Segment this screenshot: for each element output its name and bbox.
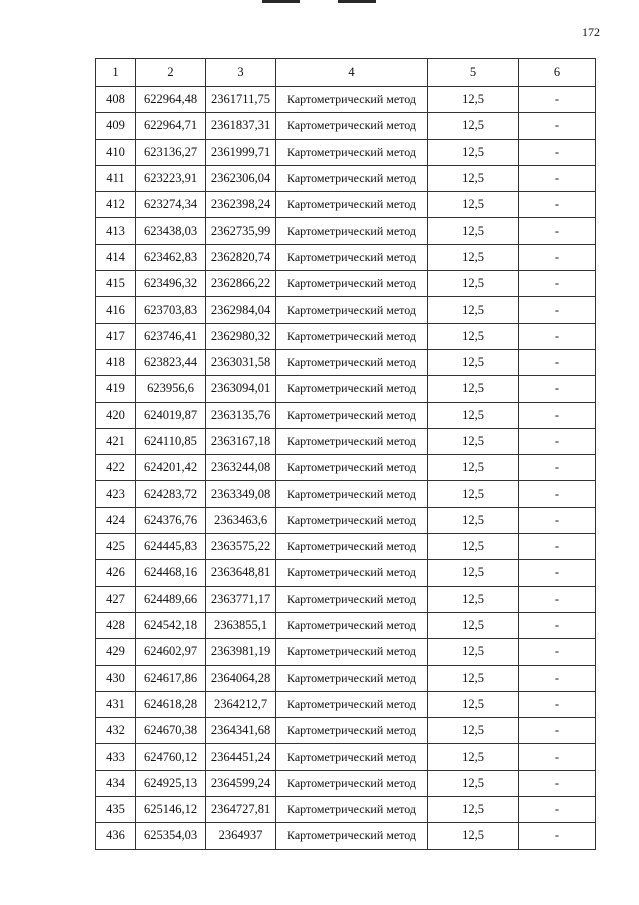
cell-y-coordinate: 2362980,32 [206,323,276,349]
cell-method: Картометрический метод [276,165,428,191]
cell-note: - [519,744,596,770]
cell-method: Картометрический метод [276,297,428,323]
cell-y-coordinate: 2364212,7 [206,691,276,717]
cell-accuracy: 12,5 [428,402,519,428]
cell-note: - [519,349,596,375]
cell-y-coordinate: 2362398,24 [206,192,276,218]
cell-method: Картометрический метод [276,376,428,402]
cell-x-coordinate: 623462,83 [136,244,206,270]
cell-y-coordinate: 2362735,99 [206,218,276,244]
cell-accuracy: 12,5 [428,481,519,507]
cell-accuracy: 12,5 [428,770,519,796]
cell-accuracy: 12,5 [428,244,519,270]
table-row [96,428,596,454]
cell-y-coordinate: 2363981,19 [206,639,276,665]
table-header-row [96,59,596,87]
cell-method: Картометрический метод [276,455,428,481]
table-row [96,165,596,191]
cell-x-coordinate: 623823,44 [136,349,206,375]
cell-y-coordinate: 2363855,1 [206,612,276,638]
cell-point-number: 432 [96,718,136,744]
cell-x-coordinate: 623274,34 [136,192,206,218]
table-row [96,612,596,638]
cell-point-number: 423 [96,481,136,507]
table-row [96,560,596,586]
column-header: 1 [96,59,136,87]
cell-note: - [519,481,596,507]
cell-y-coordinate: 2363167,18 [206,428,276,454]
cell-method: Картометрический метод [276,139,428,165]
cell-method: Картометрический метод [276,534,428,560]
cell-note: - [519,271,596,297]
cell-y-coordinate: 2364064,28 [206,665,276,691]
cell-note: - [519,297,596,323]
cell-accuracy: 12,5 [428,691,519,717]
table-row [96,113,596,139]
cell-accuracy: 12,5 [428,586,519,612]
cell-point-number: 417 [96,323,136,349]
column-header: 3 [206,59,276,87]
cell-y-coordinate: 2363463,6 [206,507,276,533]
cell-method: Картометрический метод [276,744,428,770]
cell-x-coordinate: 624201,42 [136,455,206,481]
cell-point-number: 430 [96,665,136,691]
cell-accuracy: 12,5 [428,165,519,191]
table-row [96,639,596,665]
cell-note: - [519,244,596,270]
cell-x-coordinate: 624445,83 [136,534,206,560]
cell-x-coordinate: 624760,12 [136,744,206,770]
cell-point-number: 433 [96,744,136,770]
cell-x-coordinate: 624618,28 [136,691,206,717]
cell-point-number: 414 [96,244,136,270]
cell-x-coordinate: 623136,27 [136,139,206,165]
cell-accuracy: 12,5 [428,192,519,218]
cell-x-coordinate: 624283,72 [136,481,206,507]
cell-note: - [519,455,596,481]
cell-accuracy: 12,5 [428,823,519,849]
cell-point-number: 436 [96,823,136,849]
cell-accuracy: 12,5 [428,376,519,402]
table-row [96,481,596,507]
cell-y-coordinate: 2363575,22 [206,534,276,560]
cell-accuracy: 12,5 [428,428,519,454]
cell-y-coordinate: 2364341,68 [206,718,276,744]
cell-y-coordinate: 2363135,76 [206,402,276,428]
cell-method: Картометрический метод [276,87,428,113]
cell-note: - [519,718,596,744]
page-number: 172 [582,25,600,39]
cell-note: - [519,402,596,428]
cell-accuracy: 12,5 [428,639,519,665]
cell-note: - [519,586,596,612]
cell-x-coordinate: 624542,18 [136,612,206,638]
cell-method: Картометрический метод [276,560,428,586]
table-row [96,271,596,297]
cell-method: Картометрический метод [276,718,428,744]
cell-y-coordinate: 2364599,24 [206,770,276,796]
cell-method: Картометрический метод [276,323,428,349]
cell-y-coordinate: 2363031,58 [206,349,276,375]
cell-y-coordinate: 2361999,71 [206,139,276,165]
cell-accuracy: 12,5 [428,665,519,691]
cell-point-number: 435 [96,797,136,823]
cell-point-number: 434 [96,770,136,796]
cell-x-coordinate: 625354,03 [136,823,206,849]
cell-point-number: 416 [96,297,136,323]
table-row [96,455,596,481]
cell-note: - [519,612,596,638]
cell-x-coordinate: 623956,6 [136,376,206,402]
cell-y-coordinate: 2363094,01 [206,376,276,402]
table-row [96,665,596,691]
table-row [96,376,596,402]
table-row [96,349,596,375]
cell-method: Картометрический метод [276,823,428,849]
cell-x-coordinate: 624376,76 [136,507,206,533]
cell-method: Картометрический метод [276,507,428,533]
table-row [96,823,596,849]
cell-accuracy: 12,5 [428,534,519,560]
cell-y-coordinate: 2363349,08 [206,481,276,507]
cell-accuracy: 12,5 [428,139,519,165]
cell-note: - [519,797,596,823]
cell-x-coordinate: 623746,41 [136,323,206,349]
cell-point-number: 418 [96,349,136,375]
table-row [96,87,596,113]
cell-y-coordinate: 2364937 [206,823,276,849]
cell-x-coordinate: 623496,32 [136,271,206,297]
cell-note: - [519,113,596,139]
column-header: 4 [276,59,428,87]
cell-note: - [519,165,596,191]
cell-accuracy: 12,5 [428,323,519,349]
cell-x-coordinate: 623703,83 [136,297,206,323]
table-row [96,244,596,270]
cell-method: Картометрический метод [276,402,428,428]
cell-note: - [519,87,596,113]
cell-x-coordinate: 623438,03 [136,218,206,244]
cell-note: - [519,560,596,586]
cell-method: Картометрический метод [276,428,428,454]
cell-method: Картометрический метод [276,271,428,297]
table-row [96,218,596,244]
cell-point-number: 427 [96,586,136,612]
cell-accuracy: 12,5 [428,560,519,586]
cell-x-coordinate: 624925,13 [136,770,206,796]
table-row [96,744,596,770]
column-header: 5 [428,59,519,87]
cell-method: Картометрический метод [276,192,428,218]
cell-accuracy: 12,5 [428,218,519,244]
scan-mark-right [338,0,376,3]
cell-x-coordinate: 624602,97 [136,639,206,665]
cell-point-number: 410 [96,139,136,165]
cell-accuracy: 12,5 [428,297,519,323]
cell-y-coordinate: 2363648,81 [206,560,276,586]
cell-point-number: 429 [96,639,136,665]
cell-x-coordinate: 624110,85 [136,428,206,454]
cell-note: - [519,823,596,849]
cell-point-number: 409 [96,113,136,139]
table-row [96,718,596,744]
cell-note: - [519,665,596,691]
cell-accuracy: 12,5 [428,612,519,638]
cell-x-coordinate: 624489,66 [136,586,206,612]
cell-method: Картометрический метод [276,218,428,244]
cell-method: Картометрический метод [276,797,428,823]
cell-accuracy: 12,5 [428,113,519,139]
cell-x-coordinate: 622964,71 [136,113,206,139]
table-row [96,323,596,349]
cell-y-coordinate: 2362866,22 [206,271,276,297]
cell-y-coordinate: 2362306,04 [206,165,276,191]
cell-point-number: 411 [96,165,136,191]
table-row [96,797,596,823]
cell-note: - [519,691,596,717]
cell-point-number: 421 [96,428,136,454]
cell-method: Картометрический метод [276,639,428,665]
cell-note: - [519,428,596,454]
cell-y-coordinate: 2361837,31 [206,113,276,139]
cell-accuracy: 12,5 [428,87,519,113]
cell-method: Картометрический метод [276,665,428,691]
cell-point-number: 412 [96,192,136,218]
table-row [96,534,596,560]
cell-accuracy: 12,5 [428,455,519,481]
cell-point-number: 419 [96,376,136,402]
cell-y-coordinate: 2364451,24 [206,744,276,770]
cell-x-coordinate: 624617,86 [136,665,206,691]
cell-method: Картометрический метод [276,113,428,139]
cell-point-number: 431 [96,691,136,717]
cell-point-number: 415 [96,271,136,297]
cell-point-number: 420 [96,402,136,428]
cell-x-coordinate: 624468,16 [136,560,206,586]
cell-x-coordinate: 624019,87 [136,402,206,428]
cell-note: - [519,507,596,533]
table-row [96,507,596,533]
cell-note: - [519,534,596,560]
cell-note: - [519,139,596,165]
cell-accuracy: 12,5 [428,349,519,375]
cell-note: - [519,323,596,349]
table-row [96,192,596,218]
table-row [96,691,596,717]
cell-method: Картометрический метод [276,612,428,638]
cell-point-number: 424 [96,507,136,533]
column-header: 6 [519,59,596,87]
cell-x-coordinate: 622964,48 [136,87,206,113]
coordinates-table [95,58,596,850]
cell-accuracy: 12,5 [428,744,519,770]
cell-note: - [519,218,596,244]
cell-x-coordinate: 623223,91 [136,165,206,191]
table-body [96,87,596,850]
cell-accuracy: 12,5 [428,718,519,744]
cell-method: Картометрический метод [276,770,428,796]
cell-method: Картометрический метод [276,691,428,717]
cell-point-number: 422 [96,455,136,481]
cell-method: Картометрический метод [276,586,428,612]
cell-method: Картометрический метод [276,481,428,507]
column-header: 2 [136,59,206,87]
cell-note: - [519,192,596,218]
cell-y-coordinate: 2363244,08 [206,455,276,481]
cell-x-coordinate: 624670,38 [136,718,206,744]
table-row [96,770,596,796]
cell-y-coordinate: 2361711,75 [206,87,276,113]
table-row [96,139,596,165]
cell-point-number: 408 [96,87,136,113]
cell-y-coordinate: 2362820,74 [206,244,276,270]
cell-point-number: 428 [96,612,136,638]
table-row [96,297,596,323]
cell-note: - [519,770,596,796]
cell-note: - [519,376,596,402]
cell-accuracy: 12,5 [428,271,519,297]
cell-method: Картометрический метод [276,244,428,270]
cell-point-number: 426 [96,560,136,586]
cell-point-number: 425 [96,534,136,560]
cell-accuracy: 12,5 [428,797,519,823]
scan-mark-left [262,0,300,3]
table-row [96,586,596,612]
table-row [96,402,596,428]
cell-note: - [519,639,596,665]
cell-y-coordinate: 2364727,81 [206,797,276,823]
cell-y-coordinate: 2362984,04 [206,297,276,323]
cell-y-coordinate: 2363771,17 [206,586,276,612]
cell-point-number: 413 [96,218,136,244]
cell-method: Картометрический метод [276,349,428,375]
cell-x-coordinate: 625146,12 [136,797,206,823]
cell-accuracy: 12,5 [428,507,519,533]
